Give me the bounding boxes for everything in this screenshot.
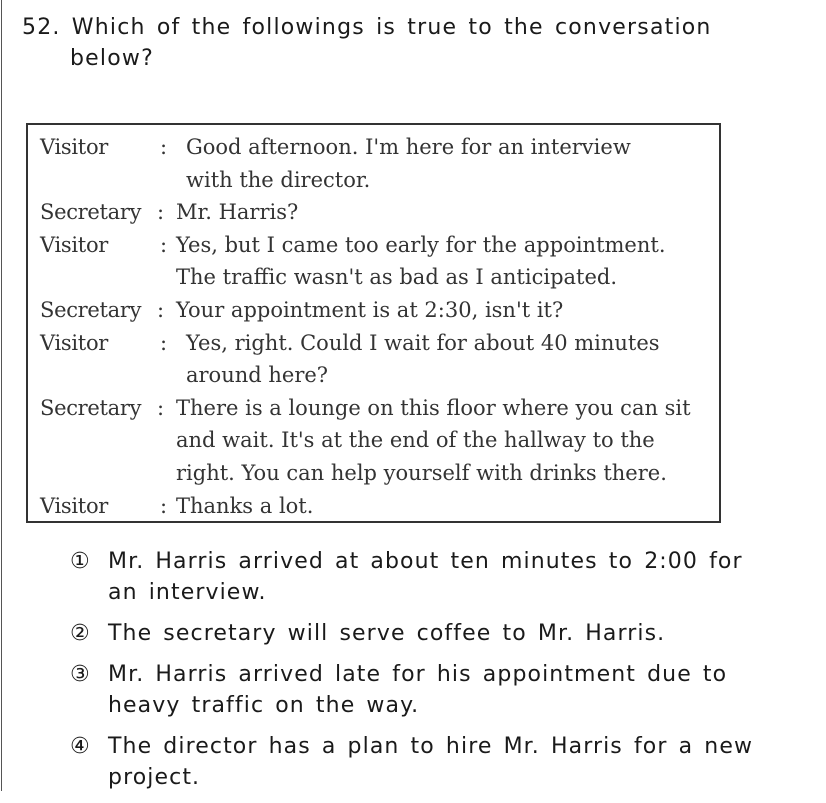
dialogue-turn — [28, 131, 719, 196]
question-prompt — [22, 12, 742, 74]
dialogue-turn — [28, 490, 719, 523]
answer-option-1[interactable] — [70, 546, 770, 608]
utterance-text: Yes, but I came too early for the appointment. The traffic wasn't as bad as I anticipated. — [176, 232, 666, 290]
speaker-label: Secretary — [40, 395, 142, 420]
dialogue-turn — [28, 294, 719, 327]
option-number-marker: ③ — [70, 662, 91, 687]
dialogue-turn — [28, 229, 719, 294]
option-number-marker: ④ — [70, 734, 91, 759]
dialogue-turn — [28, 196, 719, 229]
utterance-text: There is a lounge on this floor where you can sit and wait. It's at the end of the hallway to the right. You can help yourself with drinks there. — [176, 395, 691, 485]
option-number-marker: ① — [70, 549, 91, 574]
option-number-marker: ② — [70, 621, 91, 646]
question-number: 52. — [22, 15, 61, 40]
speaker-colon: : — [160, 330, 168, 355]
speaker-colon: : — [157, 200, 165, 225]
dialogue-box — [26, 123, 721, 523]
speaker-label: Secretary — [40, 200, 142, 225]
option-text: Mr. Harris arrived late for his appointment due to heavy traffic on the way. — [108, 662, 728, 718]
dialogue-turn — [28, 327, 719, 392]
answer-option-4[interactable] — [70, 731, 770, 793]
option-text: Mr. Harris arrived at about ten minutes to 2:00 for an interview. — [108, 549, 743, 605]
answer-option-3[interactable] — [70, 659, 770, 721]
option-text: The secretary will serve coffee to Mr. Harris. — [108, 621, 666, 646]
utterance-text: Yes, right. Could I wait for about 40 minutes around here? — [186, 330, 660, 388]
utterance-text: Good afternoon. I'm here for an interview with the director. — [186, 135, 631, 192]
utterance-text: Your appointment is at 2:30, isn't it? — [176, 297, 564, 322]
question-text-line2: below? — [70, 46, 154, 71]
speaker-colon: : — [160, 493, 168, 518]
speaker-label: Visitor — [40, 232, 109, 257]
speaker-label: Secretary — [40, 297, 142, 322]
speaker-label: Visitor — [40, 135, 109, 159]
answer-options — [70, 546, 770, 803]
speaker-label: Visitor — [40, 330, 109, 355]
speaker-colon: : — [160, 232, 168, 257]
dialogue-turn — [28, 392, 719, 490]
answer-option-2[interactable] — [70, 618, 770, 649]
speaker-colon: : — [160, 135, 168, 159]
page-left-border — [1, 0, 2, 791]
speaker-colon: : — [157, 395, 165, 420]
option-text: The director has a plan to hire Mr. Harris for a new project. — [108, 734, 754, 790]
utterance-text: Mr. Harris? — [176, 200, 299, 225]
question-text-line1: Which of the followings is true to the conversation — [71, 15, 712, 40]
speaker-colon: : — [157, 297, 165, 322]
speaker-label: Visitor — [40, 493, 109, 518]
utterance-text: Thanks a lot. — [176, 493, 314, 518]
